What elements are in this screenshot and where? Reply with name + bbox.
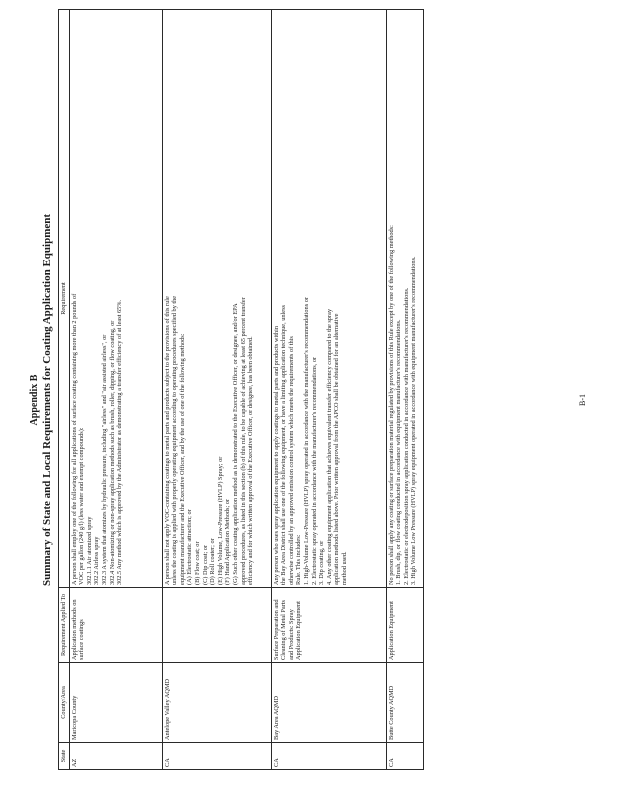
requirement-line: efficiency and for which written approval of the Executive Officer, or designee, has been obtained. xyxy=(247,336,255,585)
col-header-county: County/Area xyxy=(59,663,70,743)
requirement-line: unless the coating is applied with properly operating equipment according to operating procedures specified by the xyxy=(171,295,179,585)
requirement-line: (C) Dip coat; or xyxy=(201,544,209,585)
cell-state: CA xyxy=(271,743,386,770)
cell-county: Bay Area AQMD xyxy=(271,663,386,743)
cell-state: CA xyxy=(386,743,423,770)
requirement-line: application methods listed above. Prior written approval from the APCO shall be obtained for an alternative xyxy=(333,313,341,585)
cell-requirement xyxy=(271,10,386,588)
requirement-line: 3. High Volume Low Pressure (HVLP) spray equipment operated in accordance with equipment manufacturer's recommendations. xyxy=(410,256,418,585)
requirement-line: 2. Electrostatic spray operated in accordance with the manufacturer's recommendations, or xyxy=(310,356,318,585)
cell-applied-to xyxy=(162,588,271,663)
requirement-line: (F) Hand Application Methods; or xyxy=(224,498,232,585)
cell-state: AZ xyxy=(69,743,162,770)
requirement-line: Any person who uses spray application equipment to apply coatings to metal parts and products within xyxy=(272,326,280,585)
appendix-label: Appendix B xyxy=(29,374,40,426)
requirement-line: (A) Electrostatic attraction; or xyxy=(186,509,194,585)
requirement-line: 302.4 Non-atomizing or non-spray application methods such as brush, roller, dipping, or flow coating, or xyxy=(108,320,116,585)
table-row xyxy=(69,10,162,770)
requirement-line: A person shall employ one of the following for all applications of surface coating containing more than 2 pounds of xyxy=(70,293,78,585)
requirement-line: (E) High Volume, Low-Pressure (HVLP) Spray; or xyxy=(216,456,224,585)
requirement-line: 3. Dip coating, or xyxy=(318,540,326,585)
requirement-line: (B) Flow coat; or xyxy=(193,541,201,585)
requirements-table xyxy=(58,9,424,770)
requirement-line: otherwise controlled by an approved emission control system which meets the requirements of this xyxy=(287,336,295,585)
requirement-line: VOC per gallon (240 g/l) (less water and exempt compounds): xyxy=(78,427,86,585)
requirement-line: 2. Electrostatic or electrodeposition spray application conducted in accordance with manufacturer's recommendations. xyxy=(402,287,410,585)
requirement-line: 302.2 Airless spray xyxy=(93,536,101,585)
requirement-line: (D) Roll coater; or xyxy=(209,538,217,585)
page-number: B-1 xyxy=(578,394,587,406)
cell-state: CA xyxy=(162,743,271,770)
page-title: Summary of State and Local Requirements for Coating Application Equipment xyxy=(41,213,53,587)
cell-requirement xyxy=(162,10,271,588)
cell-requirement xyxy=(69,10,162,588)
requirement-line: A person shall not apply VOC-containing coatings to metal parts and products subject to the provisions of this rule xyxy=(163,296,171,585)
cell-requirement xyxy=(386,10,423,588)
requirement-line: approved procedures, as listed in this section (b) of this rule, to be capable of achieving at least 65 percent transfer xyxy=(239,297,247,585)
requirement-line: No person shall apply any coating or surface preparation material regulated by provisions of this Rule except by one of the following methods: xyxy=(387,225,395,585)
cell-applied-to: Application methods on surface coatings xyxy=(69,588,162,663)
requirement-line: equipment manufacturer and the Executive Officer, and by the use of one of the following methods: xyxy=(178,333,186,585)
requirement-line: 302.1.1 Air atomized spray xyxy=(85,516,93,585)
requirement-line: 302.3 A system that atomizes by hydraulic pressure, including "airless" and "air assisted airless", or xyxy=(100,334,108,585)
cell-county: Butte County AQMD xyxy=(386,663,423,743)
requirement-line: 1. High-Volume Low-Pressure (HVLP) spray operated in accordance with the manufacturer's recommendations or xyxy=(302,297,310,585)
requirement-line: Rule. This includes: xyxy=(295,534,303,585)
requirement-line: 1. Brush, dip, or flow coating conducted in accordance with equipment manufacturer's recommendations. xyxy=(395,319,403,585)
requirement-line: the Bay Area District shall use one of the following equipment, or have a limiting application technique, unless xyxy=(280,305,288,585)
requirement-line: 302.5 Any method which is approved by the Administrator as demonstrating a transfer efficiency of at least 65%. xyxy=(116,299,124,585)
requirement-line: method used. xyxy=(340,551,348,585)
cell-applied-to: Surface Preparation and Cleaning of Metal Parts and Products: Spray Application Equipment xyxy=(271,588,386,663)
cell-county: Maricopa County xyxy=(69,663,162,743)
col-header-state: State xyxy=(59,743,70,770)
table-row xyxy=(162,10,271,770)
cell-applied-to: Application Equipment xyxy=(386,588,423,663)
col-header-applied-to: Requirement Applied To xyxy=(59,588,70,663)
col-header-requirement: Requirement xyxy=(59,10,70,588)
table-header-row xyxy=(59,10,70,770)
requirement-line: 4. Any other coating equipment application that achieves equivalent transfer efficiency compared to the spray xyxy=(325,309,333,585)
cell-county: Antelope Valley AQMD xyxy=(162,663,271,743)
table-row xyxy=(271,10,386,770)
table-row xyxy=(386,10,423,770)
requirement-line: (G) Such other coating application method as is demonstrated to the Executive Officer, or designee, and/or EPA xyxy=(231,303,239,585)
rotated-page xyxy=(29,20,589,780)
